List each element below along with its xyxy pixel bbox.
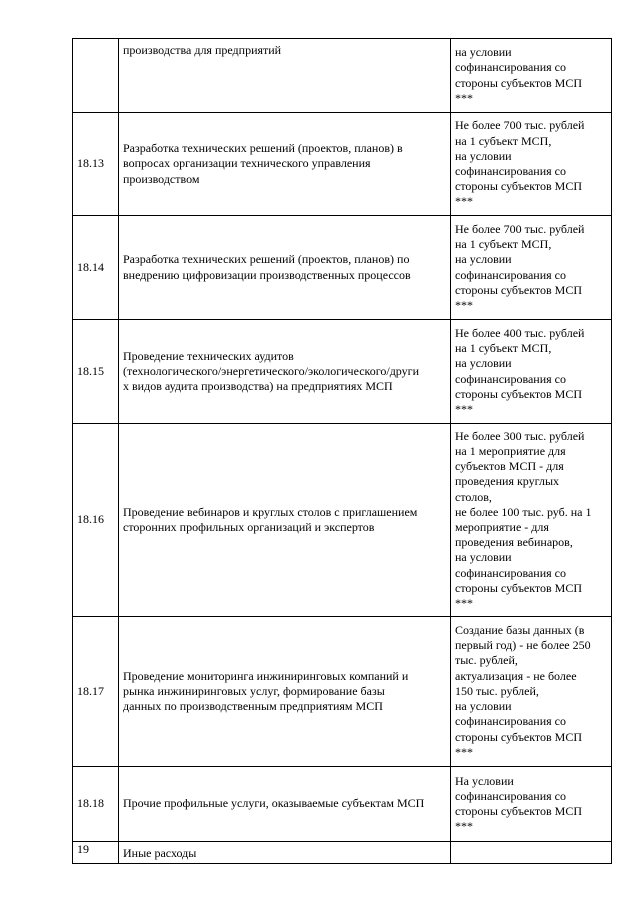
- condition-line: Не более 700 тыс. рублей: [455, 221, 585, 236]
- condition-line: На условии: [455, 773, 514, 788]
- condition-line: софинансирования со: [455, 714, 566, 729]
- row-conditions: [451, 842, 612, 864]
- condition-line: столов,: [455, 489, 492, 504]
- row-conditions: [451, 113, 612, 216]
- condition-line: Не более 300 тыс. рублей: [455, 428, 585, 443]
- row-description: [119, 39, 451, 113]
- row-conditions: [451, 424, 612, 617]
- condition-line: ***: [455, 744, 473, 759]
- condition-line: на 1 субъект МСП,: [455, 133, 552, 148]
- description-line: производства для предприятий: [123, 43, 282, 57]
- condition-line: актуализация - не более: [455, 668, 577, 683]
- condition-line: мероприятие - для: [455, 520, 549, 534]
- row-description: [119, 767, 451, 842]
- condition-line: на условии: [455, 252, 512, 267]
- condition-line: стороны субъектов МСП: [455, 580, 583, 595]
- condition-line: субъектов МСП - для: [455, 459, 564, 474]
- condition-line: на условии: [455, 699, 512, 714]
- condition-line: софинансирования со: [455, 565, 566, 580]
- condition-line: на условии: [455, 356, 512, 371]
- description-line: Проведение вебинаров и круглых столов с приглашением: [123, 504, 418, 519]
- condition-line: Не более 700 тыс. рублей: [455, 118, 585, 133]
- table-row: [73, 113, 612, 216]
- description-line: Прочие профильные услуги, оказываемые субъектам МСП: [123, 796, 425, 811]
- condition-line: на условии: [455, 148, 512, 163]
- condition-line: 150 тыс. рублей,: [455, 683, 539, 698]
- condition-line: проведения вебинаров,: [455, 535, 573, 550]
- condition-line: софинансирования со: [455, 164, 566, 178]
- condition-line: на 1 мероприятие для: [455, 443, 566, 458]
- row-conditions: [451, 39, 612, 113]
- description-line: Проведение мониторинга инжиниринговых компаний и: [123, 668, 409, 683]
- description-line: (технологического/энергетического/экологического/други: [123, 363, 419, 378]
- row-description: [119, 617, 451, 767]
- table-row: [73, 617, 612, 767]
- condition-line: стороны субъектов МСП: [455, 386, 583, 401]
- condition-line: на условии: [455, 550, 512, 565]
- condition-line: ***: [455, 297, 473, 312]
- description-line: Разработка технических решений (проектов, планов) в: [123, 141, 403, 156]
- condition-line: Создание базы данных (в: [455, 623, 585, 638]
- condition-line: ***: [455, 596, 473, 611]
- row-conditions: [451, 320, 612, 424]
- row-number: 18.14: [73, 216, 119, 320]
- row-description: [119, 842, 451, 864]
- row-description: [119, 320, 451, 424]
- condition-line: тыс. рублей,: [455, 653, 518, 668]
- condition-line: Не более 400 тыс. рублей: [455, 325, 585, 340]
- row-number: 18.17: [73, 617, 119, 767]
- description-line: Иные расходы: [123, 846, 197, 860]
- description-line: данных по производственным предприятиям МСП: [123, 699, 383, 714]
- description-line: Проведение технических аудитов: [123, 348, 294, 363]
- description-line: внедрению цифровизации производственных процессов: [123, 267, 411, 282]
- condition-line: стороны субъектов МСП: [455, 804, 583, 818]
- table-row: [73, 767, 612, 842]
- row-conditions: [451, 767, 612, 842]
- table-row: [73, 320, 612, 424]
- condition-line: стороны субъектов МСП: [455, 282, 583, 297]
- condition-line: на 1 субъект МСП,: [455, 237, 552, 252]
- table-row: [73, 39, 612, 113]
- condition-line: софинансирования со: [455, 267, 566, 282]
- condition-line: проведения круглых: [455, 474, 560, 489]
- condition-line: первый год) - не более 250: [455, 638, 591, 653]
- row-description: [119, 424, 451, 617]
- condition-line: софинансирования со: [455, 788, 566, 803]
- table-row: [73, 216, 612, 320]
- condition-line: стороны субъектов МСП: [455, 75, 583, 90]
- condition-line: стороны субъектов МСП: [455, 179, 583, 194]
- table-row: [73, 424, 612, 617]
- condition-line: на условии: [455, 45, 512, 60]
- table-row: [73, 842, 612, 864]
- expenses-table: [72, 38, 612, 864]
- row-number: 18.16: [73, 424, 119, 617]
- condition-line: софинансирования со: [455, 371, 566, 386]
- condition-line: стороны субъектов МСП: [455, 729, 583, 744]
- condition-line: не более 100 тыс. руб. на 1: [455, 504, 592, 519]
- table-body: [73, 39, 612, 864]
- description-line: рынка инжиниринговых услуг, формирование базы: [123, 683, 385, 698]
- row-number: [73, 39, 119, 113]
- description-line: х видов аудита производства) на предприятиях МСП: [123, 379, 393, 394]
- description-line: сторонних профильных организаций и экспертов: [123, 520, 375, 534]
- condition-line: ***: [455, 401, 473, 416]
- row-description: [119, 216, 451, 320]
- condition-line: ***: [455, 90, 473, 105]
- description-line: вопросах организации технического управления: [123, 156, 371, 171]
- row-number: 18.18: [73, 767, 119, 842]
- condition-line: ***: [455, 819, 473, 834]
- condition-line: софинансирования со: [455, 60, 566, 75]
- row-description: [119, 113, 451, 216]
- condition-line: ***: [455, 194, 473, 209]
- row-number: 18.13: [73, 113, 119, 216]
- row-conditions: [451, 216, 612, 320]
- condition-line: на 1 субъект МСП,: [455, 341, 552, 356]
- row-number: 19: [73, 842, 119, 864]
- description-line: Разработка технических решений (проектов, планов) по: [123, 252, 410, 267]
- description-line: производством: [123, 171, 200, 186]
- row-number: 18.15: [73, 320, 119, 424]
- row-conditions: [451, 617, 612, 767]
